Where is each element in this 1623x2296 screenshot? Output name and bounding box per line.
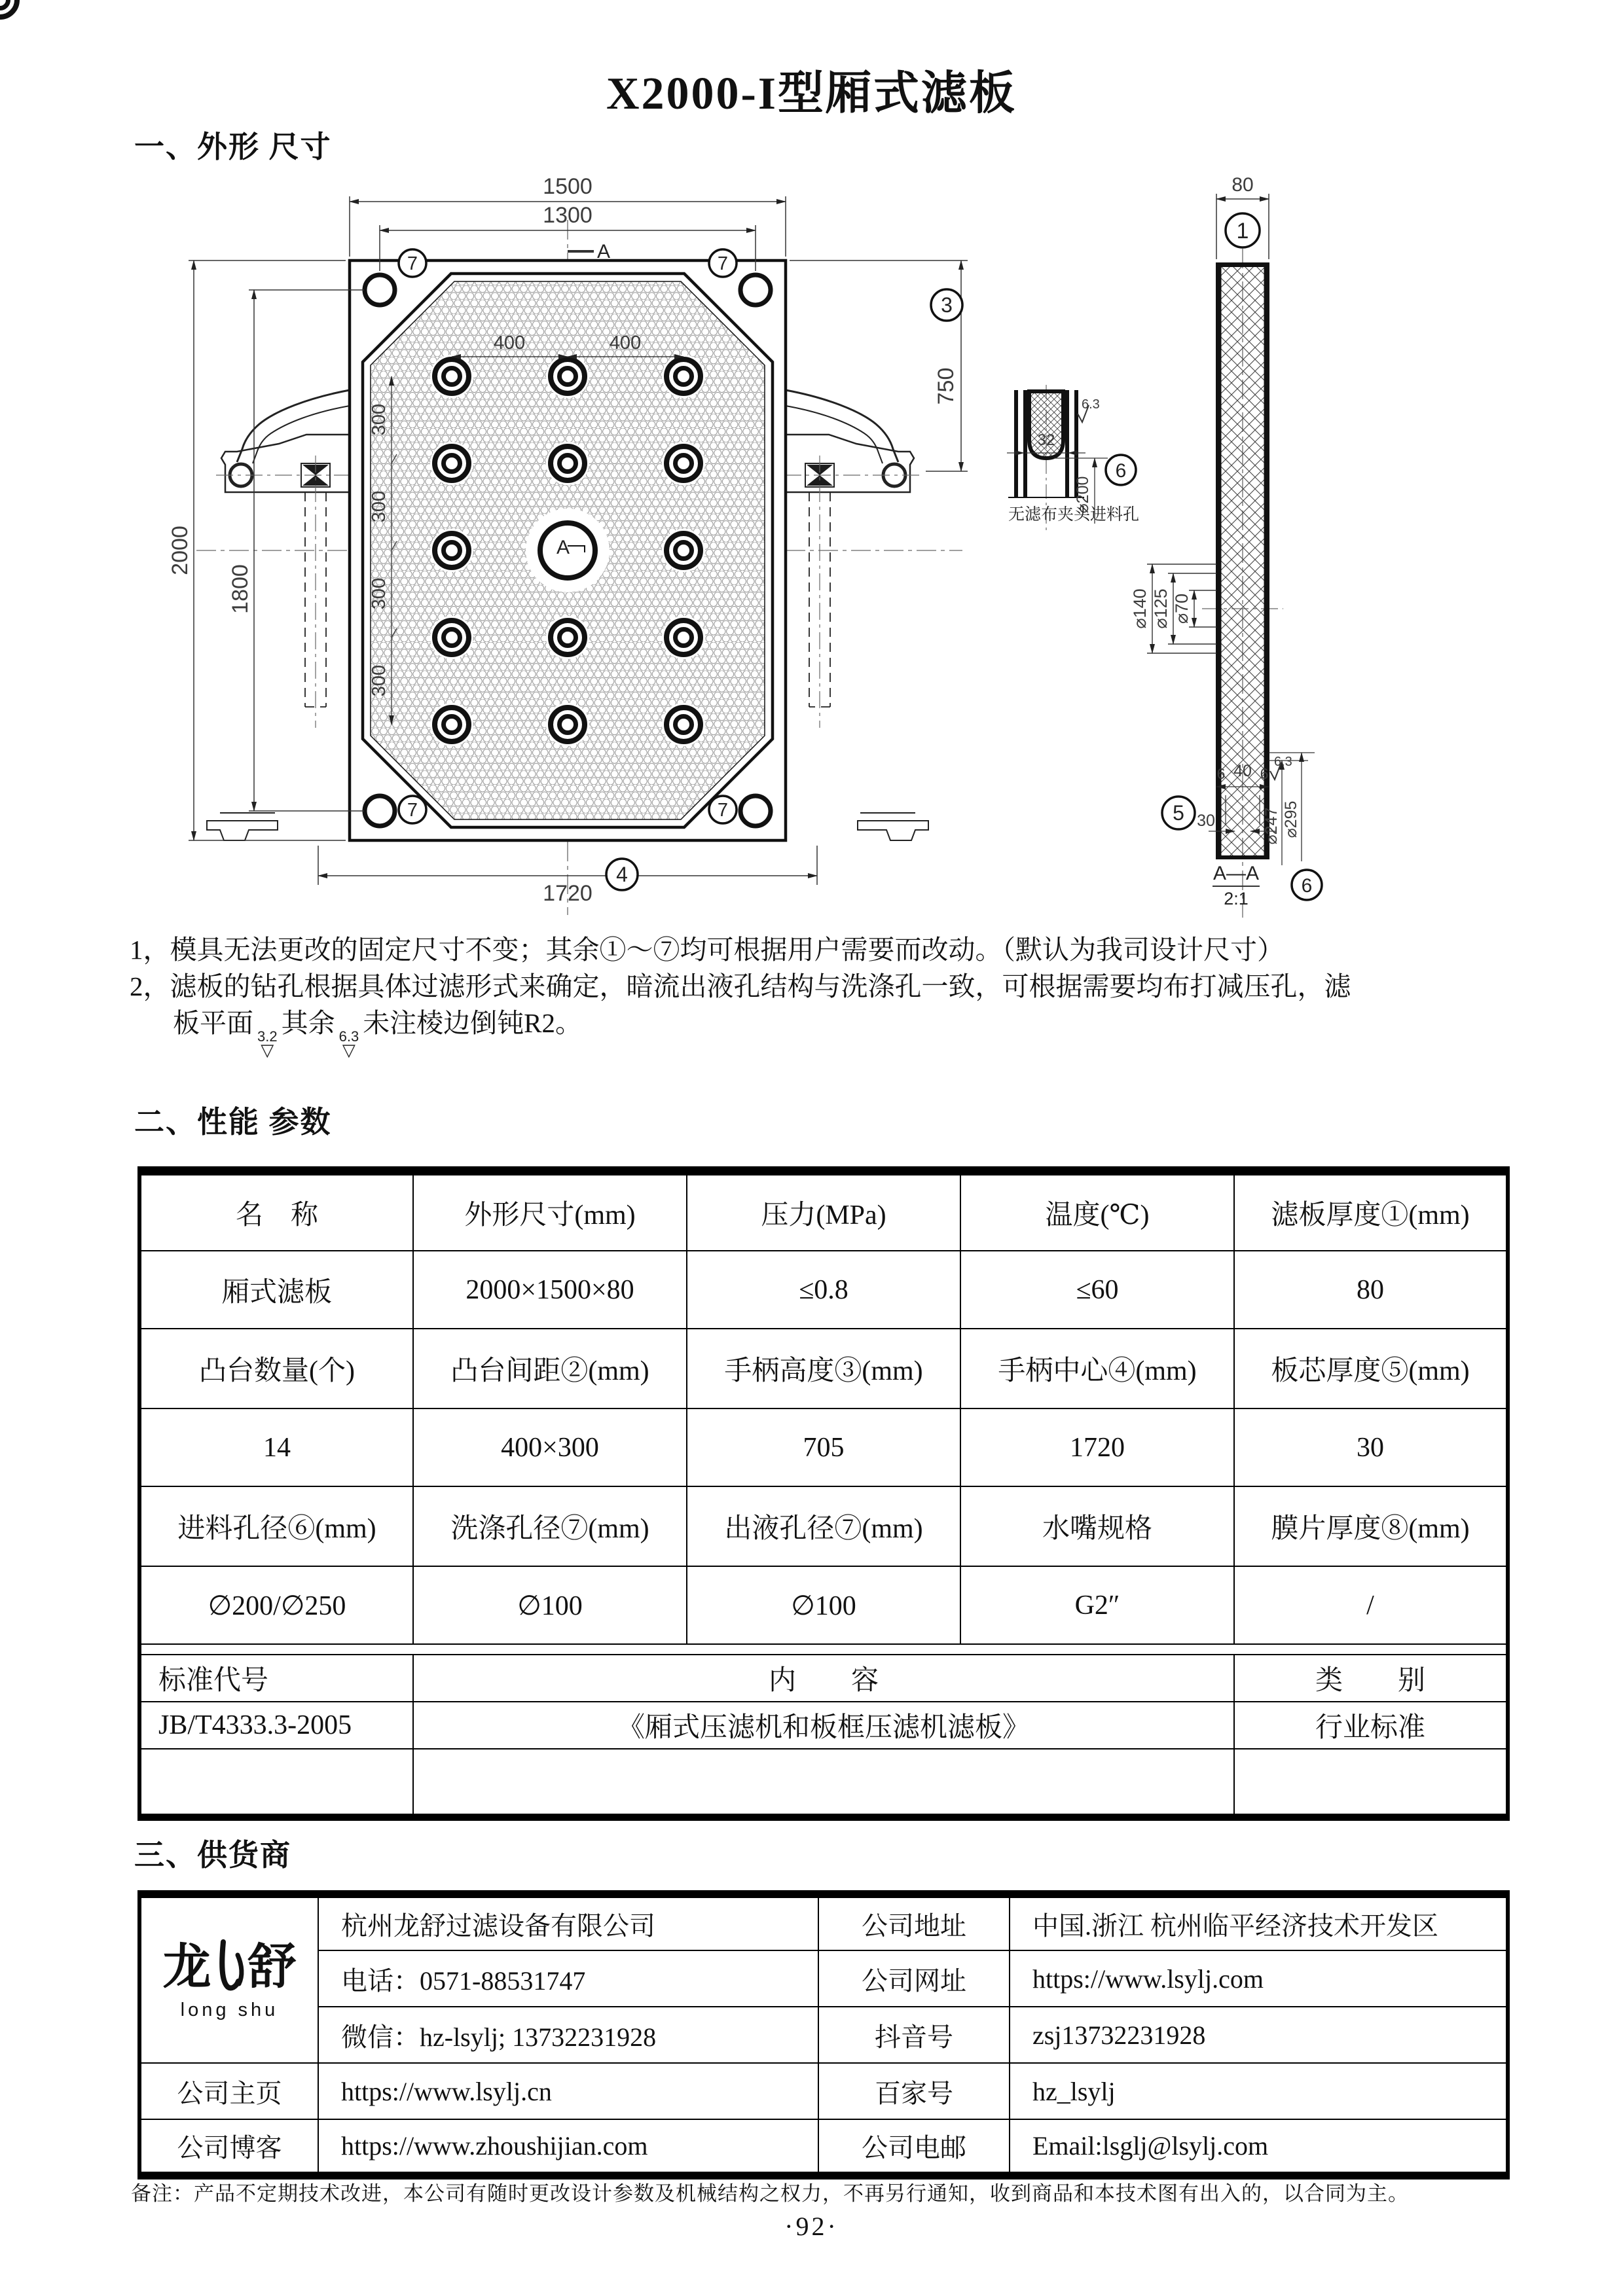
dim-1720: 1720 <box>543 881 593 906</box>
svg-text:3: 3 <box>941 293 953 317</box>
balloon-6-detail <box>1106 455 1136 485</box>
dim-750: 750 <box>934 367 958 405</box>
baijia-value: hz_lsylj <box>1010 2063 1508 2119</box>
section-mark-a-center: A <box>556 537 570 558</box>
dim-32: 32 <box>1037 431 1055 449</box>
roughness-6-3-detail <box>1078 397 1100 422</box>
notes-block <box>130 932 1531 1058</box>
table-spacer-row <box>139 1644 1508 1655</box>
dim-1500: 1500 <box>543 174 593 199</box>
section-label: A—A <box>1213 863 1260 884</box>
dim-300-1: 300 <box>369 403 390 436</box>
dia-200: ⌀200 <box>1074 476 1092 514</box>
table-row: 名 称 外形尺寸(mm) 压力(MPa) 温度(℃) 滤板厚度①(mm) <box>139 1171 1508 1251</box>
detail-caption: 无滤布夹头进料孔 <box>1008 505 1140 524</box>
section-2-heading: 二、性能 参数 <box>134 1105 332 1139</box>
svg-text:1: 1 <box>1236 219 1249 243</box>
blog-label: 公司博客 <box>139 2119 318 2176</box>
balloon-6-side <box>1292 870 1322 900</box>
note-1: 1，模具无法更改的固定尺寸不变；其余①～⑦均可根据用户需要而改动。（默认为我司设计尺寸） <box>130 935 1284 965</box>
dim-300-2: 300 <box>369 490 390 523</box>
dim-1300: 1300 <box>543 203 593 228</box>
balloon-7-tr <box>709 249 737 277</box>
svg-text:6: 6 <box>1301 875 1313 897</box>
table-row <box>139 2007 1508 2063</box>
svg-text:7: 7 <box>717 800 729 821</box>
detail-view <box>1007 385 1139 534</box>
dim-1800: 1800 <box>228 564 253 614</box>
table-row: ∅200/∅250 ∅100 ∅100 G2″ / <box>139 1566 1508 1644</box>
section-mark-a-top: A <box>597 241 611 262</box>
douyin-value: zsj13732231928 <box>1010 2007 1508 2063</box>
note-2: 2，滤板的钻孔根据具体过滤形式来确定，暗流出液孔结构与洗涤孔一致，可根据需要均布打减压孔，滤 板平面 3.2 ▽ 其余 6.3 ▽ 未注棱边倒钝R2。 <box>130 971 1351 1060</box>
section-scale: 2:1 <box>1224 889 1249 908</box>
balloon-7-tl <box>399 249 426 277</box>
table-row <box>139 1894 1508 1950</box>
dim-30: 30 <box>1197 812 1215 830</box>
footer-note: 备注：产品不定期技术改进，本公司有随时更改设计参数及机械结构之权力，不再另行通知，收到商品和本技术图有出入的，以合同为主。 <box>131 2182 1409 2205</box>
svg-text:6.3: 6.3 <box>1274 755 1292 769</box>
roughness-6-3-side <box>1270 755 1292 780</box>
company-logo: 龙 舒 long shu <box>162 1941 297 2020</box>
svg-text:6: 6 <box>1115 460 1127 482</box>
email-value: Email:lsglj@lsylj.com <box>1010 2119 1508 2176</box>
table-row <box>139 1950 1508 2007</box>
dim-300-3: 300 <box>369 577 390 610</box>
table-row: 厢式滤板 2000×1500×80 ≤0.8 ≤60 80 <box>139 1251 1508 1329</box>
company-name: 杭州龙舒过滤设备有限公司 <box>318 1894 818 1950</box>
balloon-5 <box>1162 797 1195 829</box>
website-label: 公司网址 <box>818 1950 1010 2007</box>
svg-text:7: 7 <box>407 800 418 821</box>
roughness-symbol-6-3: 6.3 ▽ <box>338 1028 359 1060</box>
dia-70: ⌀70 <box>1172 593 1192 624</box>
wechat-value: 微信：hz-lsylj; 13732231928 <box>318 2007 818 2063</box>
dia-247: ⌀247 <box>1262 807 1281 845</box>
foot-bracket-left <box>207 813 278 840</box>
supplier-logo-cell <box>139 1894 318 2063</box>
baijia-label: 百家号 <box>818 2063 1010 2119</box>
dim-400-left: 400 <box>493 332 526 353</box>
table-row: 进料孔径⑥(mm) 洗涤孔径⑦(mm) 出液孔径⑦(mm) 水嘴规格 膜片厚度⑧(mm) <box>139 1486 1508 1566</box>
table-row: 凸台数量(个) 凸台间距②(mm) 手柄高度③(mm) 手柄中心④(mm) 板芯厚度⑤(mm) <box>139 1329 1508 1408</box>
performance-table <box>137 1166 1510 1821</box>
center-feed-hole <box>526 509 610 592</box>
dim-6-right: 6 <box>1260 765 1269 782</box>
page-title: X2000-I型厢式滤板 <box>606 69 1017 119</box>
svg-text:6.3: 6.3 <box>1082 397 1100 412</box>
svg-text:7: 7 <box>717 253 729 274</box>
svg-text:5: 5 <box>1173 801 1184 825</box>
dim-80: 80 <box>1231 174 1254 196</box>
section-3-heading: 三、供货商 <box>134 1839 291 1872</box>
dim-300-4: 300 <box>369 664 390 697</box>
svg-text:4: 4 <box>616 863 628 886</box>
douyin-label: 抖音号 <box>818 2007 1010 2063</box>
table-row: 标准代号 内 容 类 别 <box>139 1655 1508 1702</box>
balloon-7-bl <box>399 796 426 823</box>
table-row: 14 400×300 705 1720 30 <box>139 1408 1508 1486</box>
page-number: ·92· <box>784 2212 839 2241</box>
balloon-1 <box>1226 213 1260 247</box>
dim-2000: 2000 <box>168 526 192 575</box>
email-label: 公司电邮 <box>818 2119 1010 2176</box>
phone-value: 电话：0571-88531747 <box>318 1950 818 2007</box>
svg-text:7: 7 <box>407 253 418 274</box>
roughness-symbol-3-2: 3.2 ▽ <box>257 1028 278 1060</box>
blog-value: https://www.zhoushijian.com <box>318 2119 818 2176</box>
homepage-value: https://www.lsylj.cn <box>318 2063 818 2119</box>
table-row <box>139 2119 1508 2176</box>
dia-125: ⌀125 <box>1151 588 1171 629</box>
website-value: https://www.lsylj.com <box>1010 1950 1508 2007</box>
handle-left <box>216 390 357 728</box>
logo-mark-icon <box>213 1939 247 1996</box>
dim-400-right: 400 <box>609 332 642 353</box>
balloon-7-br <box>709 796 737 823</box>
table-row <box>139 1749 1508 1817</box>
address-label: 公司地址 <box>818 1894 1010 1950</box>
dia-295: ⌀295 <box>1282 800 1300 838</box>
dia-140: ⌀140 <box>1130 588 1150 629</box>
address-value: 中国.浙江 杭州临平经济技术开发区 <box>1010 1894 1508 1950</box>
section-1-heading: 一、外形 尺寸 <box>134 130 332 164</box>
dim-40: 40 <box>1233 762 1252 780</box>
balloon-4 <box>606 859 638 890</box>
supplier-table <box>137 1890 1510 2179</box>
dim-6-left: 6 <box>1216 765 1226 782</box>
side-view <box>1130 174 1322 918</box>
balloon-3 <box>931 289 962 321</box>
table-row <box>139 2063 1508 2119</box>
table-row: JB/T4333.3-2005 《厢式压滤机和板框压滤机滤板》 行业标准 <box>139 1702 1508 1749</box>
homepage-label: 公司主页 <box>139 2063 318 2119</box>
